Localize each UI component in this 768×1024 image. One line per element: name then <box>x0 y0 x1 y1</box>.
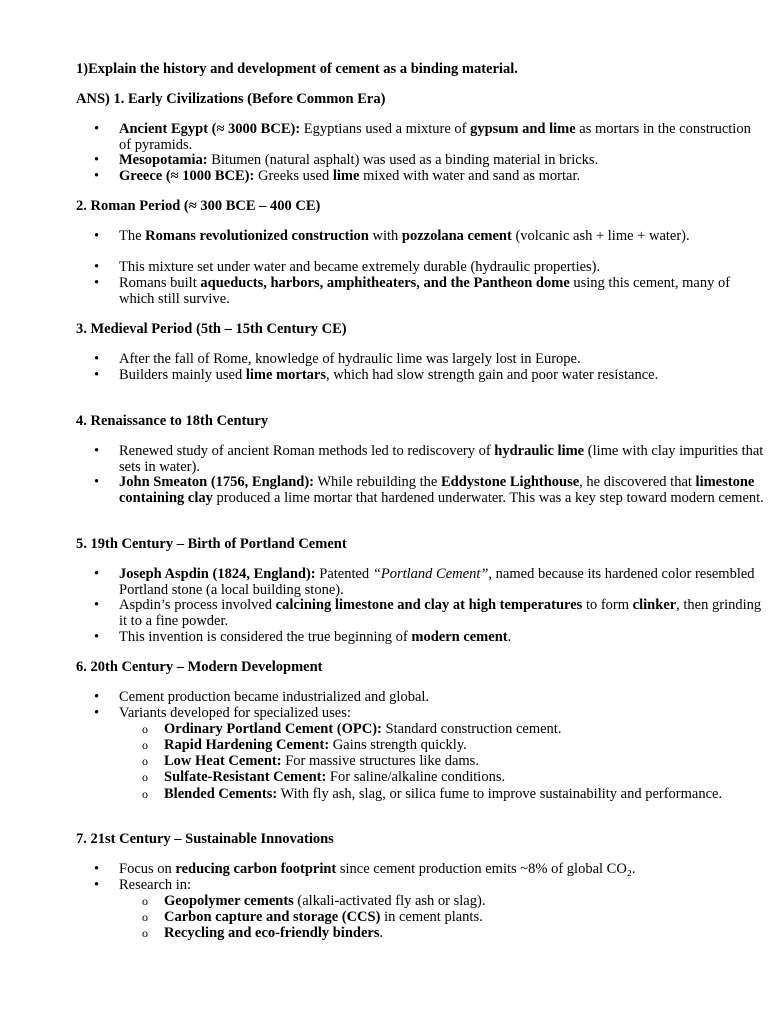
sub-list-item <box>164 893 764 909</box>
text-run: produced a lime mortar that hardened underwater. This was a key step toward modern cement. <box>212 490 764 506</box>
text-run: Romans built <box>119 275 201 291</box>
list-item <box>119 566 765 598</box>
text-run: Renewed study of ancient Roman methods led to rediscovery of <box>119 443 495 459</box>
sub-list-item <box>164 737 764 753</box>
text-run: (alkali-activated fly ash or slag). <box>293 893 486 909</box>
list-item <box>119 629 765 645</box>
bullet-marker: • <box>94 259 100 275</box>
bold-text: Geopolymer cements <box>164 893 294 909</box>
bold-text: lime <box>332 168 360 184</box>
list-item <box>119 474 765 506</box>
bold-text: Sulfate-Resistant Cement: <box>164 769 327 785</box>
text-run: This invention is considered the true beginning of <box>119 629 412 645</box>
bold-text: Ancient Egypt (≈ 3000 BCE): <box>119 121 301 137</box>
bold-text: Rapid Hardening Cement: <box>164 737 330 753</box>
bullet-marker: o <box>142 754 148 768</box>
bullet-marker: o <box>142 910 148 924</box>
text-run: While rebuilding the <box>313 474 441 490</box>
section-heading: 7. 21st Century – Sustainable Innovations <box>76 831 334 847</box>
text-run: mixed with water and sand as mortar. <box>359 168 581 184</box>
bullet-marker: • <box>94 861 100 877</box>
list-item <box>119 259 765 275</box>
text-run: using this cement, many of which still survive. <box>119 275 731 307</box>
bullet-marker: • <box>94 168 100 184</box>
text-run: Aspdin’s process involved <box>119 597 276 613</box>
bold-text: Ordinary Portland Cement (OPC): <box>164 721 382 737</box>
sub-list-item <box>164 925 764 941</box>
list-item <box>119 275 765 307</box>
bullet-marker: • <box>94 367 100 383</box>
list-item <box>119 168 765 184</box>
bullet-marker: o <box>142 894 148 908</box>
list-item <box>119 228 765 244</box>
question-heading: 1)Explain the history and development of cement as a binding material. <box>76 61 518 77</box>
bold-text: limestone containing clay <box>119 474 755 506</box>
text-run: Builders mainly used <box>119 367 246 383</box>
bullet-marker: • <box>94 705 100 721</box>
bullet-marker: • <box>94 689 100 705</box>
bold-text: calcining limestone and clay at high temperatures <box>275 597 583 613</box>
text-run: , which had slow strength gain and poor water resistance. <box>326 367 659 383</box>
bullet-marker: o <box>142 787 148 801</box>
section-heading: 5. 19th Century – Birth of Portland Cement <box>76 536 347 552</box>
bullet-marker: • <box>94 275 100 291</box>
bold-text: aqueducts, harbors, amphitheaters, and the Pantheon dome <box>200 275 570 291</box>
bold-text: Carbon capture and storage (CCS) <box>164 909 381 925</box>
bold-text: clinker <box>632 597 677 613</box>
bullet-marker: • <box>94 121 100 137</box>
text-run: , then grinding it to a fine powder. <box>119 597 762 629</box>
list-item <box>119 877 765 893</box>
bold-text: Low Heat Cement: <box>164 753 282 769</box>
bold-text: Greece (≈ 1000 BCE): <box>119 168 255 184</box>
text-run: to form <box>582 597 633 613</box>
bullet-marker: • <box>94 629 100 645</box>
text-run: , he discovered that <box>579 474 696 490</box>
section-heading: 2. Roman Period (≈ 300 BCE – 400 CE) <box>76 198 321 214</box>
text-run: , named because its hardened color resembled Portland stone (a local building stone). <box>119 566 755 598</box>
text-run: since cement production emits ~8% of global CO₂. <box>336 861 636 877</box>
text-run: Cement production became industrialized and global. <box>119 689 430 705</box>
bold-text: reducing carbon footprint <box>175 861 337 877</box>
sub-list-item <box>164 769 764 785</box>
text-run: This mixture set under water and became extremely durable (hydraulic properties). <box>119 259 601 275</box>
bold-text: John Smeaton (1756, England): <box>119 474 314 490</box>
section-heading: 6. 20th Century – Modern Development <box>76 659 323 675</box>
list-item <box>119 705 765 721</box>
bold-text: Eddystone Lighthouse <box>440 474 580 490</box>
list-item <box>119 689 765 705</box>
bullet-marker: o <box>142 926 148 940</box>
bullet-marker: • <box>94 443 100 459</box>
bold-text: Mesopotamia: <box>119 152 208 168</box>
list-item <box>119 152 765 168</box>
text-run: For massive structures like dams. <box>281 753 479 769</box>
text-run: . <box>379 925 384 941</box>
text-run: . <box>507 629 512 645</box>
list-item <box>119 351 765 367</box>
text-run: (lime with clay impurities that sets in water). <box>119 443 764 475</box>
sub-list-item <box>164 909 764 925</box>
text-run: After the fall of Rome, knowledge of hydraulic lime was largely lost in Europe. <box>119 351 581 367</box>
italic-text: “Portland Cement” <box>372 566 489 582</box>
bold-text: Romans revolutionized construction <box>145 228 369 244</box>
section-heading: 3. Medieval Period (5th – 15th Century CE) <box>76 321 347 337</box>
text-run: Greeks used <box>254 168 333 184</box>
bullet-marker: • <box>94 474 100 490</box>
list-item <box>119 861 765 877</box>
list-item <box>119 121 765 153</box>
sub-list-item <box>164 721 764 737</box>
bold-text: Joseph Aspdin (1824, England): <box>119 566 316 582</box>
text-run: with <box>368 228 402 244</box>
text-run: Variants developed for specialized uses: <box>119 705 351 721</box>
sub-list-item <box>164 753 764 769</box>
sub-list-item <box>164 786 764 802</box>
list-item <box>119 443 765 475</box>
bold-text: gypsum and lime <box>470 121 576 137</box>
text-run: With fly ash, slag, or silica fume to improve sustainability and performance. <box>277 786 723 802</box>
text-run: The <box>119 228 146 244</box>
bullet-marker: • <box>94 228 100 244</box>
bold-text: lime mortars <box>245 367 326 383</box>
text-run: Research in: <box>119 877 192 893</box>
bold-text: Recycling and eco-friendly binders <box>164 925 380 941</box>
list-item <box>119 597 765 629</box>
text-run: Standard construction cement. <box>381 721 562 737</box>
text-run: For saline/alkaline conditions. <box>326 769 506 785</box>
section-heading: 4. Renaissance to 18th Century <box>76 413 269 429</box>
bullet-marker: o <box>142 722 148 736</box>
bullet-marker: • <box>94 351 100 367</box>
text-run: in cement plants. <box>380 909 483 925</box>
text-run: Bitumen (natural asphalt) was used as a binding material in bricks. <box>207 152 599 168</box>
list-item <box>119 367 765 383</box>
text-run: Gains strength quickly. <box>329 737 467 753</box>
bold-text: Blended Cements: <box>164 786 278 802</box>
bullet-marker: • <box>94 566 100 582</box>
text-run: as mortars in the construction of pyramids. <box>119 121 751 153</box>
bullet-marker: o <box>142 770 148 784</box>
bullet-marker: o <box>142 738 148 752</box>
bold-text: modern cement <box>411 629 508 645</box>
text-run: Focus on <box>119 861 176 877</box>
bold-text: hydraulic lime <box>494 443 585 459</box>
text-run: Egyptians used a mixture of <box>300 121 471 137</box>
bullet-marker: • <box>94 152 100 168</box>
text-run: Patented <box>315 566 373 582</box>
bold-text: pozzolana cement <box>401 228 512 244</box>
bullet-marker: • <box>94 877 100 893</box>
section-heading: ANS) 1. Early Civilizations (Before Common Era) <box>76 91 386 107</box>
bullet-marker: • <box>94 597 100 613</box>
text-run: (volcanic ash + lime + water). <box>511 228 690 244</box>
